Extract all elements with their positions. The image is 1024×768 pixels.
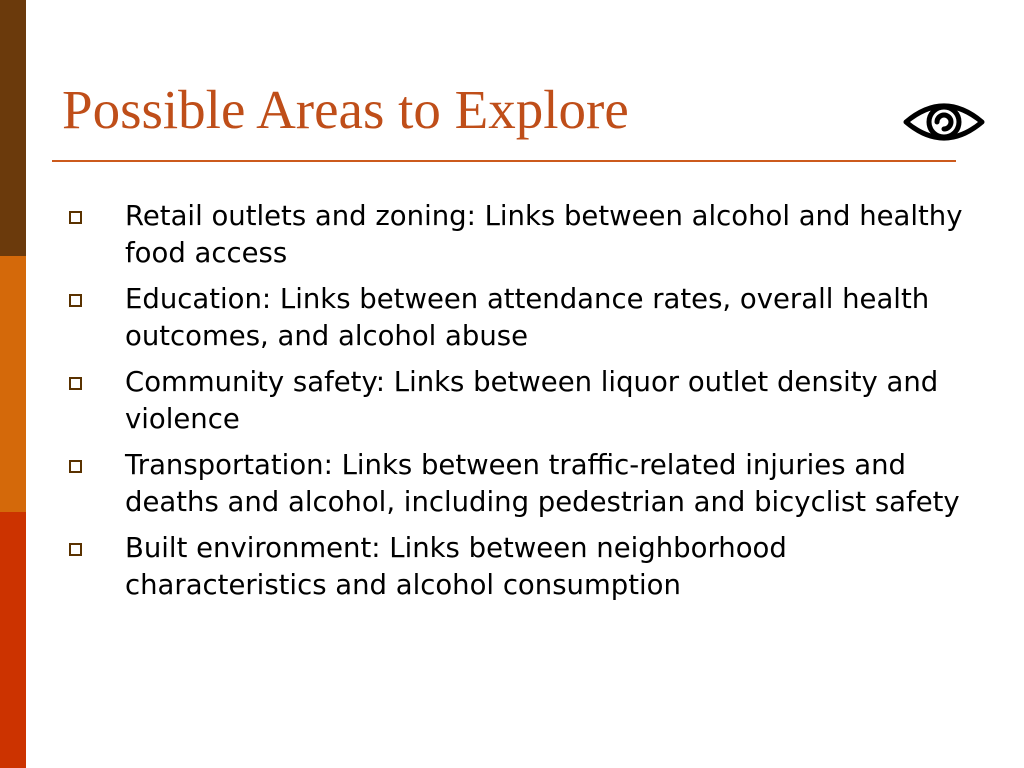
bullet-text: Transportation: Links between traffic-related injuries and deaths and alcohol, including pedestrian and bicyclist safety — [125, 449, 960, 518]
side-accent-segment-middle — [0, 256, 26, 512]
bullet-item — [66, 364, 966, 438]
square-bullet-icon — [69, 377, 82, 390]
square-bullet-icon — [69, 211, 82, 224]
bullet-item — [66, 447, 966, 521]
side-accent-segment-bottom — [0, 512, 26, 768]
square-bullet-icon — [69, 543, 82, 556]
bullet-list — [66, 198, 966, 613]
slide-title: Possible Areas to Explore — [62, 79, 629, 140]
bullet-item — [66, 281, 966, 355]
title-divider — [52, 160, 956, 162]
square-bullet-icon — [69, 460, 82, 473]
side-accent-segment-top — [0, 0, 26, 256]
bullet-text: Built environment: Links between neighborhood characteristics and alcohol consumption — [125, 532, 787, 601]
bullet-item — [66, 198, 966, 272]
square-bullet-icon — [69, 294, 82, 307]
eye-icon — [903, 96, 985, 148]
bullet-item — [66, 530, 966, 604]
bullet-text: Education: Links between attendance rates, overall health outcomes, and alcohol abuse — [125, 283, 930, 352]
bullet-text: Retail outlets and zoning: Links between alcohol and healthy food access — [125, 200, 963, 269]
bullet-text: Community safety: Links between liquor outlet density and violence — [125, 366, 939, 435]
side-accent-bar — [0, 0, 26, 768]
